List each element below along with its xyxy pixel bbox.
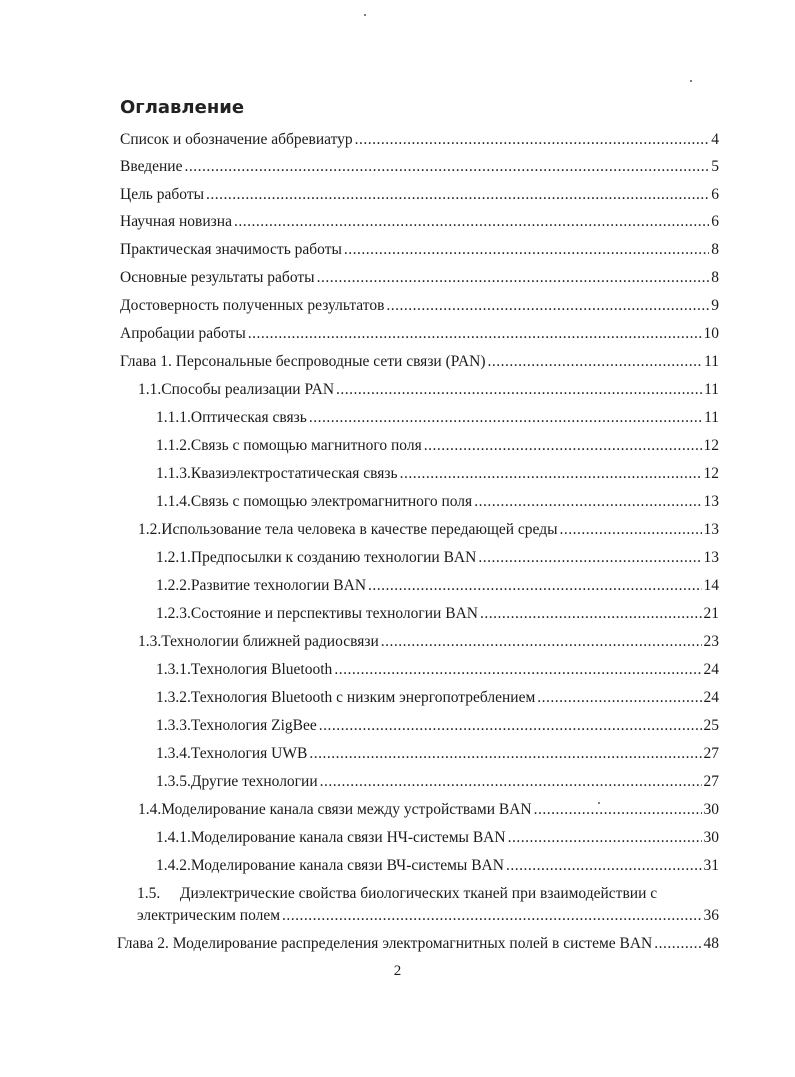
toc-leader — [206, 185, 709, 205]
toc-entry-text: Цель работы — [120, 186, 205, 203]
toc-leader — [560, 520, 702, 540]
toc-entry-text-continued: электрическим полем — [137, 907, 281, 924]
toc-leader — [534, 800, 702, 820]
toc-leader — [381, 632, 702, 652]
toc-entry-text: Связь с помощью магнитного поля — [190, 437, 422, 454]
toc-entry-number: 1.2.3. — [156, 605, 191, 622]
toc-entry-text: Оптическая связь — [190, 409, 307, 426]
toc-entry-number: 1.4.1. — [156, 829, 191, 846]
toc-entry-text: Глава 1. Персональные беспроводные сети связи (PAN) — [120, 353, 486, 370]
toc-entry-number: 1.2.2. — [156, 577, 191, 594]
toc-entry-number: 1.3.1. — [156, 661, 191, 678]
toc-entry[interactable] — [117, 934, 719, 954]
toc-entry[interactable] — [156, 576, 719, 596]
toc-entry[interactable] — [156, 744, 719, 764]
toc-entry[interactable] — [137, 906, 719, 926]
toc-leader — [400, 464, 702, 484]
toc-entry[interactable] — [120, 185, 719, 205]
toc-entry-text: Технология Bluetooth — [190, 661, 333, 678]
toc-entry-text: Основные результаты работы — [120, 269, 315, 286]
toc-entry-text: Введение — [120, 158, 183, 175]
toc-entry-text: Технологии ближней радиосвязи — [161, 633, 379, 650]
toc-entry-page: 24 — [703, 661, 719, 678]
toc-entry-page: 13 — [703, 549, 719, 566]
toc-entry-text: Развитие технологии BAN — [190, 577, 367, 594]
toc-entry-number: 1.3.2. — [156, 689, 191, 706]
toc-entry-page: 36 — [703, 907, 719, 924]
toc-entry-page: 14 — [703, 577, 719, 594]
toc-entry[interactable] — [120, 130, 719, 150]
toc-entry-page: 25 — [703, 717, 719, 734]
toc-entry-text: Моделирование канала связи НЧ-системы BAN — [190, 829, 506, 846]
toc-leader — [234, 212, 709, 232]
toc-entry-text: Диэлектрические свойства биологических тканей при взаимодействии с — [179, 885, 658, 902]
toc-entry-page: 30 — [703, 829, 719, 846]
toc-leader — [537, 688, 701, 708]
toc-entry-number: 1.1.4. — [156, 493, 191, 510]
toc-leader — [309, 744, 701, 764]
toc-entry-text: Квазиэлектростатическая связь — [190, 465, 398, 482]
toc-entry-text: Использование тела человека в качестве передающей среды — [161, 521, 558, 538]
toc-entry-page: 13 — [703, 493, 719, 510]
toc-entry-text: Предпосылки к созданию технологии BAN — [190, 549, 477, 566]
toc-entry[interactable] — [120, 268, 719, 288]
toc-entry[interactable] — [156, 464, 719, 484]
toc-entry-page: 27 — [703, 745, 719, 762]
toc-entry-text: Другие технологии — [190, 773, 318, 790]
toc-entry-text: Практическая значимость работы — [120, 241, 342, 258]
toc-leader — [248, 324, 702, 344]
toc-entry-number: 1.3.4. — [156, 745, 191, 762]
toc-entry-number: 1.3.3. — [156, 717, 191, 734]
toc-entry[interactable] — [156, 492, 719, 512]
toc-entry[interactable] — [156, 688, 719, 708]
toc-leader — [424, 436, 702, 456]
toc-entry-text: Апробации работы — [120, 325, 246, 342]
toc-entry-number: 1.2. — [138, 521, 162, 538]
toc-entry-text: Связь с помощью электромагнитного поля — [190, 493, 473, 510]
toc-entry-page: 5 — [711, 158, 719, 175]
toc-entry[interactable] — [138, 520, 719, 540]
toc-entry[interactable] — [138, 380, 719, 400]
toc-leader — [320, 772, 702, 792]
toc-entry-number: 1.1.3. — [156, 465, 191, 482]
toc-leader — [344, 240, 709, 260]
toc-entry-text: Моделирование канала связи между устройствами BAN — [161, 801, 532, 818]
toc-entry-number: 1.1.2. — [156, 437, 191, 454]
toc-entry-text: Моделирование канала связи ВЧ-системы BAN — [190, 857, 504, 874]
toc-leader — [474, 492, 701, 512]
scan-speck — [690, 80, 692, 82]
toc-entry-page: 11 — [704, 381, 719, 398]
toc-entry-number: 1.1.1. — [156, 409, 191, 426]
toc-title: Оглавление — [120, 97, 245, 118]
toc-entry[interactable] — [138, 632, 719, 652]
toc-entry[interactable] — [156, 408, 719, 428]
toc-entry-page: 4 — [711, 131, 719, 148]
toc-entry-page: 11 — [704, 353, 719, 370]
toc-entry-number: 1.5. — [137, 885, 161, 902]
toc-entry[interactable] — [156, 716, 719, 736]
toc-entry[interactable] — [120, 352, 719, 372]
toc-entry[interactable] — [120, 324, 719, 344]
toc-entry-wrapped-first-line[interactable] — [137, 884, 657, 904]
toc-leader — [355, 130, 710, 150]
toc-entry-number: 1.1. — [138, 381, 162, 398]
toc-entry-page: 8 — [711, 241, 719, 258]
toc-entry[interactable] — [156, 604, 719, 624]
toc-entry[interactable] — [120, 240, 719, 260]
toc-leader — [184, 157, 709, 177]
toc-leader — [336, 380, 702, 400]
page-number: 2 — [393, 963, 402, 979]
toc-leader — [654, 934, 701, 954]
toc-entry-page: 10 — [703, 325, 719, 342]
toc-entry-page: 48 — [703, 935, 719, 952]
toc-entry[interactable] — [156, 436, 719, 456]
toc-entry[interactable] — [156, 772, 719, 792]
toc-entry-page: 30 — [703, 801, 719, 818]
toc-leader — [508, 828, 702, 848]
toc-entry-page: 27 — [703, 773, 719, 790]
toc-entry-page: 9 — [711, 297, 719, 314]
toc-entry[interactable] — [120, 296, 719, 316]
toc-entry[interactable] — [138, 800, 719, 820]
toc-leader — [386, 296, 709, 316]
toc-leader — [506, 856, 702, 876]
toc-entry-text: Технология UWB — [190, 745, 308, 762]
toc-entry-page: 6 — [711, 186, 719, 203]
toc-entry-text: Способы реализации PAN — [161, 381, 335, 398]
toc-leader — [488, 352, 703, 372]
toc-entry-page: 21 — [703, 605, 719, 622]
toc-entry-number: 1.3.5. — [156, 773, 191, 790]
toc-entry-page: 8 — [711, 269, 719, 286]
toc-entry-page: 23 — [703, 633, 719, 650]
toc-entry-text: Состояние и перспективы технологии BAN — [190, 605, 478, 622]
toc-entry-page: 11 — [704, 409, 719, 426]
toc-entry[interactable] — [120, 157, 719, 177]
toc-entry-page: 24 — [703, 689, 719, 706]
toc-entry-page: 12 — [703, 437, 719, 454]
toc-entry[interactable] — [156, 856, 719, 876]
toc-entry-number: 1.2.1. — [156, 549, 191, 566]
toc-leader — [480, 604, 702, 624]
toc-entry-page: 31 — [703, 857, 719, 874]
toc-entry[interactable] — [120, 212, 719, 232]
toc-entry-number: 1.3. — [138, 633, 162, 650]
toc-entry-text: Глава 2. Моделирование распределения электромагнитных полей в системе BAN — [117, 935, 653, 952]
toc-entry-text: Технология ZigBee — [190, 717, 317, 734]
toc-leader — [282, 906, 701, 926]
toc-leader — [319, 716, 702, 736]
toc-leader — [317, 268, 710, 288]
toc-entry-text: Список и обозначение аббревиатур — [120, 131, 353, 148]
toc-leader — [368, 576, 701, 596]
toc-entry-number: 1.4.2. — [156, 857, 191, 874]
toc-entry-page: 6 — [711, 213, 719, 230]
toc-entry-number: 1.4. — [138, 801, 162, 818]
toc-entry[interactable] — [156, 828, 719, 848]
toc-entry-text: Технология Bluetooth с низким энергопотреблением — [190, 689, 536, 706]
toc-leader — [478, 548, 701, 568]
toc-entry[interactable] — [156, 548, 719, 568]
toc-leader — [309, 408, 702, 428]
toc-entry[interactable] — [156, 660, 719, 680]
toc-leader — [334, 660, 701, 680]
toc-entry-page: 13 — [703, 521, 719, 538]
toc-entry-text: Достоверность полученных результатов — [120, 297, 385, 314]
toc-entry-text: Научная новизна — [120, 213, 232, 230]
scan-speck — [364, 14, 366, 16]
toc-entry-page: 12 — [703, 465, 719, 482]
